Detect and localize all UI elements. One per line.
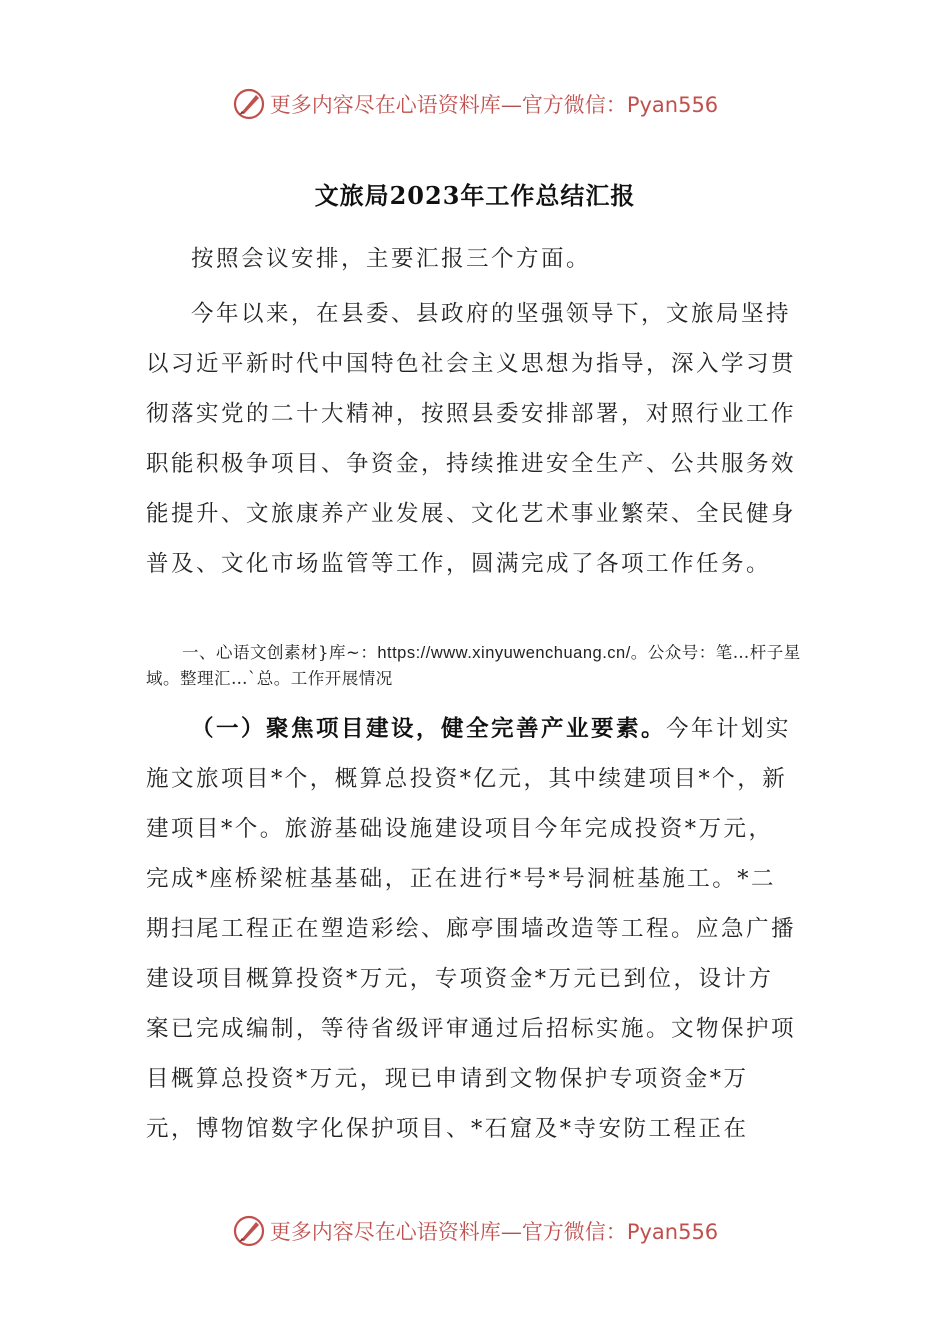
- source-note: [146, 640, 806, 692]
- quill-logo-icon: [232, 87, 266, 121]
- note-prefix: 一、心语文创素材}库~：: [182, 643, 378, 662]
- footer-watermark: [0, 1211, 950, 1251]
- watermark-id: Pyan556: [626, 93, 719, 117]
- watermark-brand: 更多内容尽在心语资料库: [269, 1220, 501, 1244]
- watermark-text: [270, 1216, 718, 1246]
- quill-logo-icon: [232, 1214, 266, 1248]
- overview-paragraph: [146, 289, 798, 589]
- section-1-text: [146, 704, 798, 1154]
- header-watermark: [0, 84, 950, 124]
- note-suffix: 。公众号：笔…杆子星域。整理汇…`总。工作开展情况: [146, 643, 801, 688]
- watermark-separator: —: [500, 1220, 522, 1244]
- overview-text: 今年以来，在县委、县政府的坚强领导下，文旅局坚持以习近平新时代中国特色社会主义思想为指导，深入学习贯彻落实党的二十大精神，按照县委安排部署，对照行业工作职能积极争项目、争资金，持续推进安全生产、公共服务效能提升、文旅康养产业发展、文化艺术事业繁荣、全民健身普及、文化市场监管等工作，圆满完成了各项工作任务。: [146, 301, 797, 577]
- document-title: 文旅局2023年工作总结汇报: [314, 181, 636, 210]
- watermark-official: 官方微信：: [521, 1220, 627, 1244]
- section-1-paragraph: [146, 704, 798, 1154]
- intro-paragraph: [146, 234, 798, 284]
- note-url: https://www.xinyuwenchuang.cn/: [377, 644, 631, 662]
- watermark-separator: —: [500, 93, 522, 117]
- watermark-official: 官方微信：: [521, 93, 627, 117]
- watermark-text: [270, 89, 718, 119]
- section-1-body: 今年计划实施文旅项目*个，概算总投资*亿元，其中续建项目*个，新建项目*个。旅游基础设施建设项目今年完成投资*万元，完成*座桥梁桩基基础，正在进行*号*号洞桩基施工。*二期扫尾工程正在塑造彩绘、廊亭围墙改造等工程。应急广播建设项目概算投资*万元，专项资金*万元已到位，设计方案已完成编制，等待省级评审通过后招标实施。文物保护项目概算总投资*万元，现已申请到文物保护专项资金*万元，博物馆数字化保护项目、*石窟及*寺安防工程正在: [146, 716, 797, 1142]
- watermark-id: Pyan556: [626, 1220, 719, 1244]
- section-1-heading: （一）聚焦项目建设，健全完善产业要素。: [191, 716, 667, 742]
- intro-text: 按照会议安排，主要汇报三个方面。: [191, 246, 592, 272]
- watermark-brand: 更多内容尽在心语资料库: [269, 93, 501, 117]
